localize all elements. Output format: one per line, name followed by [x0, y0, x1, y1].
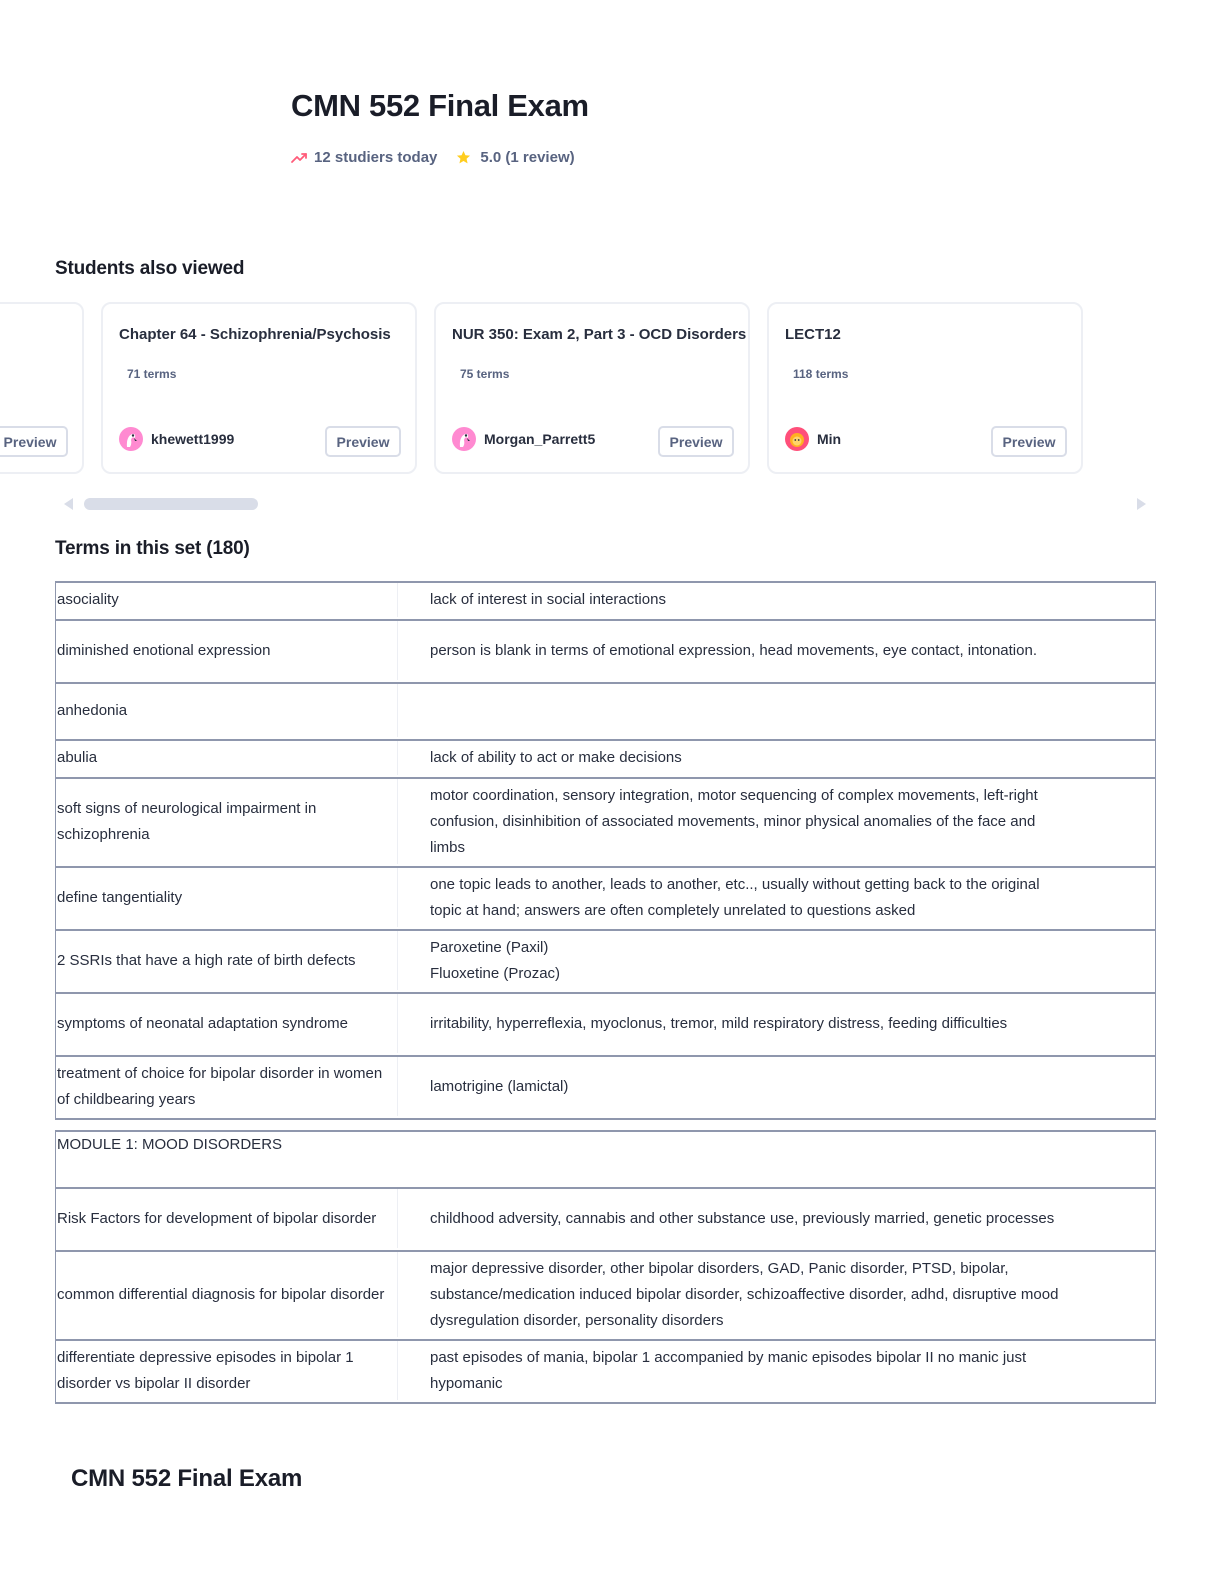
- definition-text: lamotrigine (lamictal): [430, 1077, 569, 1095]
- term-row: [56, 778, 1156, 867]
- term-row: [56, 930, 1156, 993]
- terms-in-set-heading: Terms in this set (180): [55, 538, 250, 559]
- study-set-card[interactable]: [434, 302, 750, 474]
- definition-text: one topic leads to another, leads to another, etc.., usually without getting back to the original topic at hand; answers are often completely unrelated to questions asked: [430, 875, 1040, 919]
- term-text: 2 SSRIs that have a high rate of birth defects: [56, 931, 398, 990]
- definition-text: Paroxetine (Paxil) Fluoxetine (Prozac): [430, 938, 561, 982]
- star-icon: [456, 150, 471, 165]
- definition-text: person is blank in terms of emotional expression, head movements, eye contact, intonation.: [430, 641, 1037, 659]
- term-row: [56, 993, 1156, 1056]
- card-username[interactable]: Morgan_Parrett5: [484, 431, 596, 447]
- definition-text: past episodes of mania, bipolar 1 accompanied by manic episodes bipolar II no manic just hypomanic: [430, 1348, 1027, 1392]
- definition-text: [398, 684, 1155, 737]
- footer-title: CMN 552 Final Exam: [71, 1465, 303, 1492]
- term-row: [56, 867, 1156, 930]
- term-text: differentiate depressive episodes in bipolar 1 disorder vs bipolar II disorder: [56, 1341, 398, 1400]
- term-text: anhedonia: [56, 684, 398, 737]
- studiers-count: 12 studiers today: [314, 149, 438, 166]
- also-viewed-carousel: [3, 302, 1126, 478]
- definition-text: major depressive disorder, other bipolar disorders, GAD, Panic disorder, PTSD, bipolar, substance/medication induced bipolar disorder, schizoaffective disorder, adhd, disruptive mood dysregulation disorder, personality disorders: [430, 1259, 1059, 1329]
- preview-button[interactable]: Preview: [0, 426, 68, 457]
- definition-text: irritability, hyperreflexia, myoclonus, tremor, mild respiratory distress, feeding difficulties: [430, 1014, 1008, 1032]
- term-row-cell: [56, 930, 1156, 993]
- card-title[interactable]: Chapter 64 - Schizophrenia/Psychosis: [119, 326, 391, 343]
- study-set-card[interactable]: [0, 302, 84, 474]
- term-row: [56, 1340, 1156, 1403]
- term-row-cell: [56, 1056, 1156, 1119]
- term-row: [56, 1251, 1156, 1340]
- term-text: Risk Factors for development of bipolar disorder: [56, 1189, 398, 1248]
- term-row-cell: [56, 1188, 1156, 1251]
- term-text: diminished enotional expression: [56, 621, 398, 680]
- term-text: common differential diagnosis for bipolar disorder: [56, 1252, 398, 1337]
- card-terms-count: 71 terms: [127, 367, 177, 381]
- term-text: treatment of choice for bipolar disorder in women of childbearing years: [56, 1057, 398, 1116]
- term-row: [56, 740, 1156, 778]
- card-title[interactable]: LECT12: [785, 326, 841, 343]
- preview-button[interactable]: Preview: [325, 426, 401, 457]
- term-row-cell: [56, 778, 1156, 867]
- rating[interactable]: 5.0 (1 review): [480, 149, 575, 166]
- scroll-left-arrow-icon[interactable]: [64, 498, 73, 510]
- term-row-cell: [56, 867, 1156, 930]
- terms-table-body: [56, 582, 1156, 1403]
- card-terms-count: 75 terms: [460, 367, 510, 381]
- term-row: [56, 582, 1156, 620]
- set-stats: [291, 149, 575, 166]
- carousel-scrollbar-thumb[interactable]: [84, 498, 258, 510]
- table-spacer: [56, 1119, 1156, 1131]
- card-title[interactable]: NUR 350: Exam 2, Part 3 - OCD Disorders: [452, 326, 747, 343]
- module-heading: MODULE 1: MOOD DISORDERS: [56, 1131, 1156, 1188]
- trending-up-icon: [291, 152, 307, 164]
- definition-text: motor coordination, sensory integration, motor sequencing of complex movements, left-right confusion, disinhibition of associated movements, minor physical anomalies of the face and limbs: [430, 786, 1038, 856]
- term-row-cell: [56, 683, 1156, 740]
- card-username[interactable]: khewett1999: [151, 431, 235, 447]
- term-row-cell: [56, 993, 1156, 1056]
- students-also-viewed-heading: Students also viewed: [55, 258, 245, 279]
- card-terms-count: 118 terms: [793, 367, 849, 381]
- definition-text: lack of ability to act or make decisions: [430, 749, 682, 766]
- term-row-cell: [56, 582, 1156, 620]
- term-row-cell: [56, 740, 1156, 778]
- module-heading-row: [56, 1131, 1156, 1188]
- term-row: [56, 1188, 1156, 1251]
- user-avatar: [119, 427, 143, 451]
- card-username[interactable]: Min: [817, 431, 842, 447]
- definition-text: childhood adversity, cannabis and other substance use, previously married, genetic processes: [430, 1209, 1055, 1227]
- term-row: [56, 1056, 1156, 1119]
- term-text: asociality: [56, 583, 398, 617]
- terms-table: [55, 581, 1156, 1404]
- preview-button[interactable]: Preview: [658, 426, 734, 457]
- user-avatar: [452, 427, 476, 451]
- term-text: symptoms of neonatal adaptation syndrome: [56, 994, 398, 1053]
- carousel-track: [0, 302, 1083, 474]
- term-text: soft signs of neurological impairment in schizophrenia: [56, 779, 398, 864]
- user-avatar: [785, 427, 809, 451]
- study-set-card[interactable]: [101, 302, 417, 474]
- study-set-card[interactable]: [767, 302, 1083, 474]
- term-row: [56, 683, 1156, 740]
- term-row-cell: [56, 1340, 1156, 1403]
- table-spacer-cell: [56, 1119, 1156, 1131]
- term-text: abulia: [56, 741, 398, 775]
- term-text: define tangentiality: [56, 868, 398, 927]
- card-title[interactable]: [0, 326, 72, 343]
- term-row: [56, 620, 1156, 683]
- term-row-cell: [56, 1251, 1156, 1340]
- page-title: CMN 552 Final Exam: [291, 88, 589, 123]
- scroll-right-arrow-icon[interactable]: [1137, 498, 1146, 510]
- definition-text: lack of interest in social interactions: [430, 591, 666, 608]
- preview-button[interactable]: Preview: [991, 426, 1067, 457]
- term-row-cell: [56, 620, 1156, 683]
